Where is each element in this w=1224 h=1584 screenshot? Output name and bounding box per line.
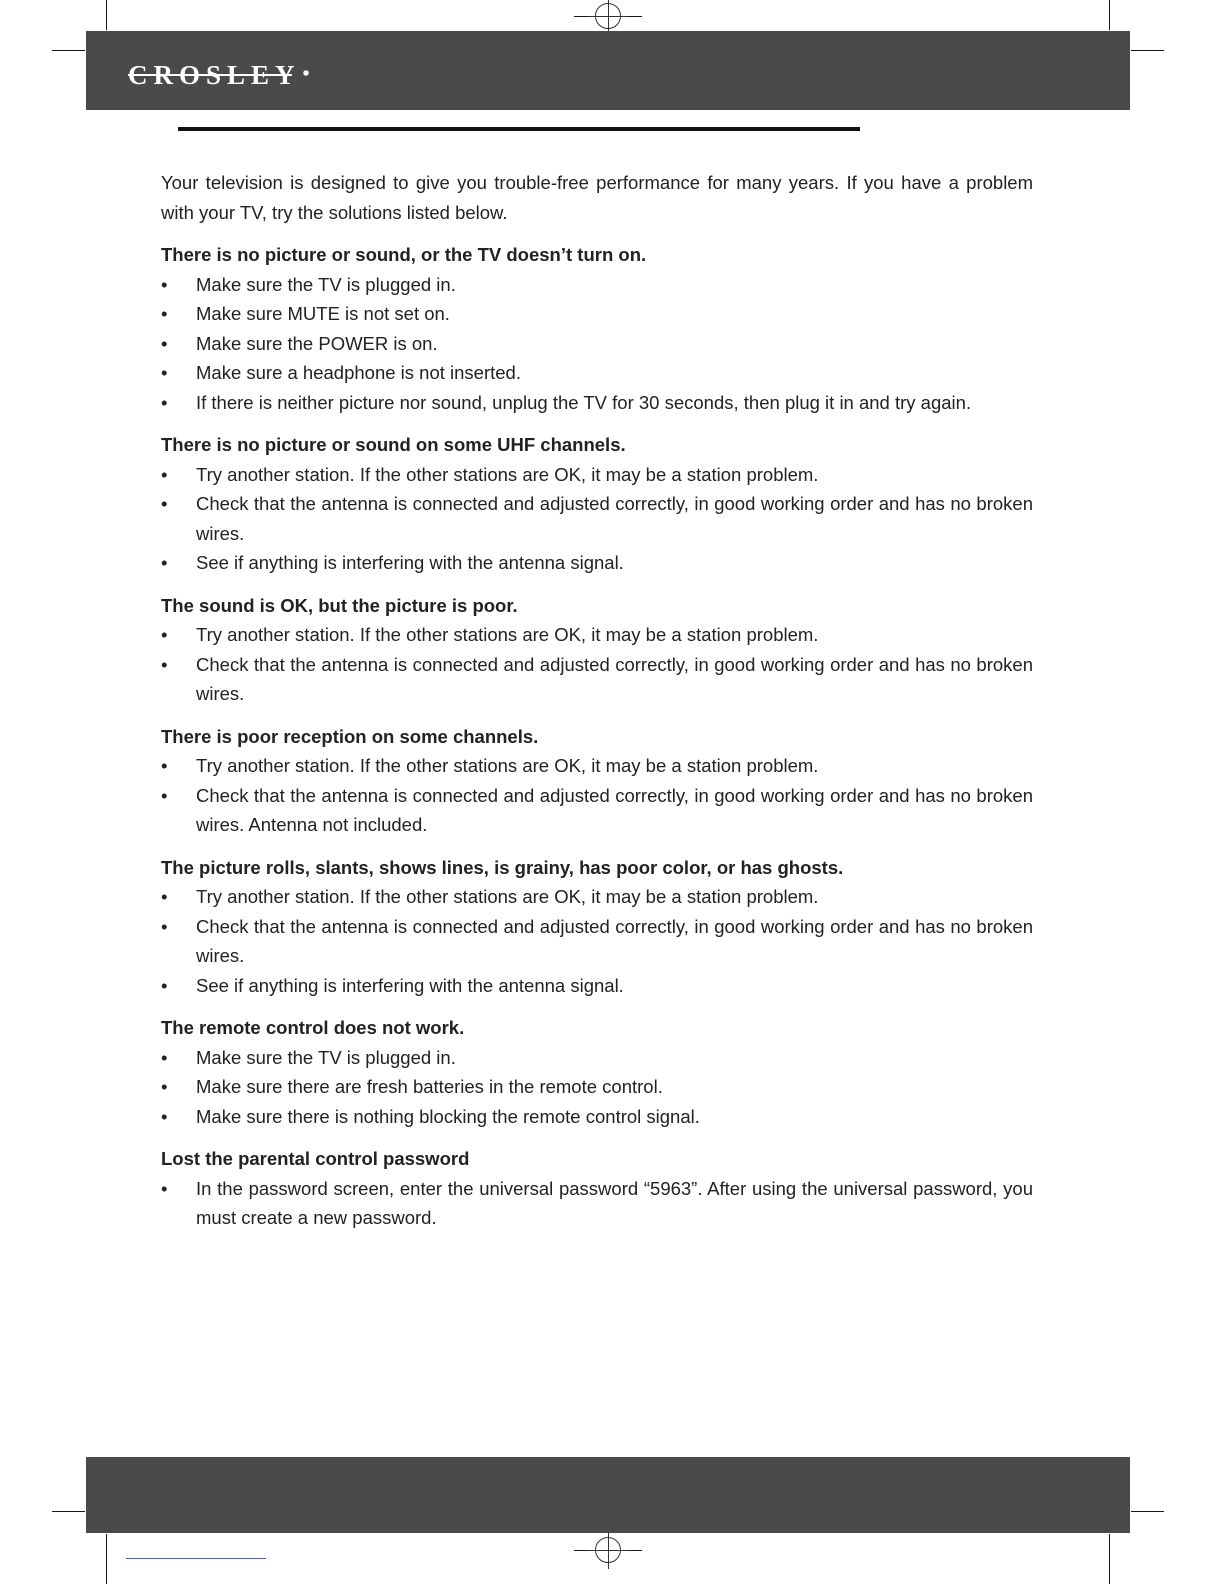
solution-item [161,548,1033,578]
bullet-icon: • [161,784,168,806]
solution-text: Try another station. If the other stations are OK, it may be a station problem. [196,624,819,645]
solution-text: Check that the antenna is connected and adjusted correctly, in good working order and has no broken wires. Antenna not included. [196,784,1033,835]
logo-strike-line [128,74,292,76]
solution-list [161,751,1033,840]
solution-list [161,620,1033,709]
solution-item [161,751,1033,781]
solution-item [161,1174,1033,1233]
solution-text: Make sure there is nothing blocking the remote control signal. [196,1105,700,1127]
registration-mark-top-icon [595,3,621,29]
bullet-icon: • [161,1177,168,1199]
solution-item [161,1072,1033,1102]
bullet-icon: • [161,886,168,907]
brand-logo-mark: • [302,63,310,85]
bullet-icon: • [161,755,168,776]
bullet-icon: • [161,391,168,413]
bullet-icon: • [161,974,168,996]
crop-mark-top-left-v [106,0,107,30]
solution-text: Try another station. If the other stations are OK, it may be a station problem. [196,463,819,485]
troubleshooting-section [161,1013,1033,1131]
solution-list [161,270,1033,418]
troubleshooting-section [161,722,1033,840]
crop-mark-bottom-right-h [1131,1511,1164,1512]
troubleshooting-section [161,430,1033,578]
solution-item [161,882,1033,912]
solution-item [161,489,1033,548]
solution-text: Check that the antenna is connected and adjusted correctly, in good working order and has no broken wires. [196,493,1033,544]
bullet-icon: • [161,1076,168,1097]
crop-mark-bottom-left-v [106,1534,107,1584]
solution-text: If there is neither picture nor sound, unplug the TV for 30 seconds, then plug it in and try again. [196,391,972,413]
section-heading: The sound is OK, but the picture is poor. [161,594,518,616]
crop-mark-top-right-v [1109,0,1110,30]
section-heading: Lost the parental control password [161,1148,470,1169]
crop-mark-top-left-h [52,50,85,51]
brand-logo [128,56,310,92]
bullet-icon: • [161,303,168,324]
solution-item [161,1102,1033,1132]
solution-item [161,781,1033,840]
solution-text: Make sure the TV is plugged in. [196,273,456,295]
bullet-icon: • [161,653,168,675]
section-heading: There is poor reception on some channels. [161,725,539,747]
solution-text: Make sure MUTE is not set on. [196,303,450,324]
bullet-icon: • [161,1046,168,1068]
solution-text: Check that the antenna is connected and adjusted correctly, in good working order and has no broken wires. [196,653,1033,704]
solution-item [161,1043,1033,1073]
solution-item [161,270,1033,300]
brand-logo-text: CROSLEY [128,60,301,90]
troubleshooting-section [161,591,1033,709]
solution-item [161,912,1033,971]
bullet-icon: • [161,493,168,514]
solution-item [161,620,1033,650]
bullet-icon: • [161,624,168,645]
solution-text: Try another station. If the other stations are OK, it may be a station problem. [196,886,819,907]
solution-text: Check that the antenna is connected and adjusted correctly, in good working order and has no broken wires. [196,915,1033,966]
solution-list [161,460,1033,578]
solution-text: In the password screen, enter the universal password “5963”. After using the universal password, you must create a new password. [196,1177,1033,1228]
solution-text: Make sure a headphone is not inserted. [196,362,521,383]
troubleshooting-section [161,853,1033,1001]
solution-text: Make sure there are fresh batteries in the remote control. [196,1076,663,1097]
troubleshooting-sections [161,240,1033,1233]
bullet-icon: • [161,1105,168,1127]
footer-underline [126,1558,266,1559]
solution-item [161,329,1033,359]
solution-text: See if anything is interfering with the antenna signal. [196,552,624,573]
section-heading: There is no picture or sound, or the TV doesn’t turn on. [161,244,647,265]
bullet-icon: • [161,332,168,354]
section-heading: The picture rolls, slants, shows lines, is grainy, has poor color, or has ghosts. [161,856,844,878]
troubleshooting-section [161,1144,1033,1233]
solution-text: See if anything is interfering with the antenna signal. [196,974,624,996]
solution-item [161,299,1033,329]
solution-text: Make sure the TV is plugged in. [196,1046,456,1068]
solution-item [161,388,1033,418]
troubleshooting-section [161,240,1033,417]
footer-band [86,1457,1130,1533]
intro-paragraph: Your television is designed to give you trouble-free performance for many years. If you have a problem with your TV, try the solutions listed below. [161,172,1033,223]
solution-text: Try another station. If the other stations are OK, it may be a station problem. [196,755,819,776]
solution-list [161,882,1033,1000]
registration-mark-bottom-icon [595,1537,621,1563]
solution-list [161,1174,1033,1233]
troubleshooting-content [161,168,1033,1246]
solution-item [161,650,1033,709]
bullet-icon: • [161,915,168,937]
crop-mark-top-right-h [1131,50,1164,51]
crop-mark-bottom-left-h [52,1511,85,1512]
section-heading: There is no picture or sound on some UHF channels. [161,434,626,455]
solution-list [161,1043,1033,1132]
bullet-icon: • [161,463,168,485]
solution-text: Make sure the POWER is on. [196,332,438,354]
bullet-icon: • [161,362,168,383]
bullet-icon: • [161,273,168,295]
bullet-icon: • [161,552,168,573]
solution-item [161,971,1033,1001]
solution-item [161,460,1033,490]
title-rule [178,127,860,131]
section-heading: The remote control does not work. [161,1017,465,1038]
solution-item [161,358,1033,388]
crop-mark-bottom-right-v [1109,1534,1110,1584]
